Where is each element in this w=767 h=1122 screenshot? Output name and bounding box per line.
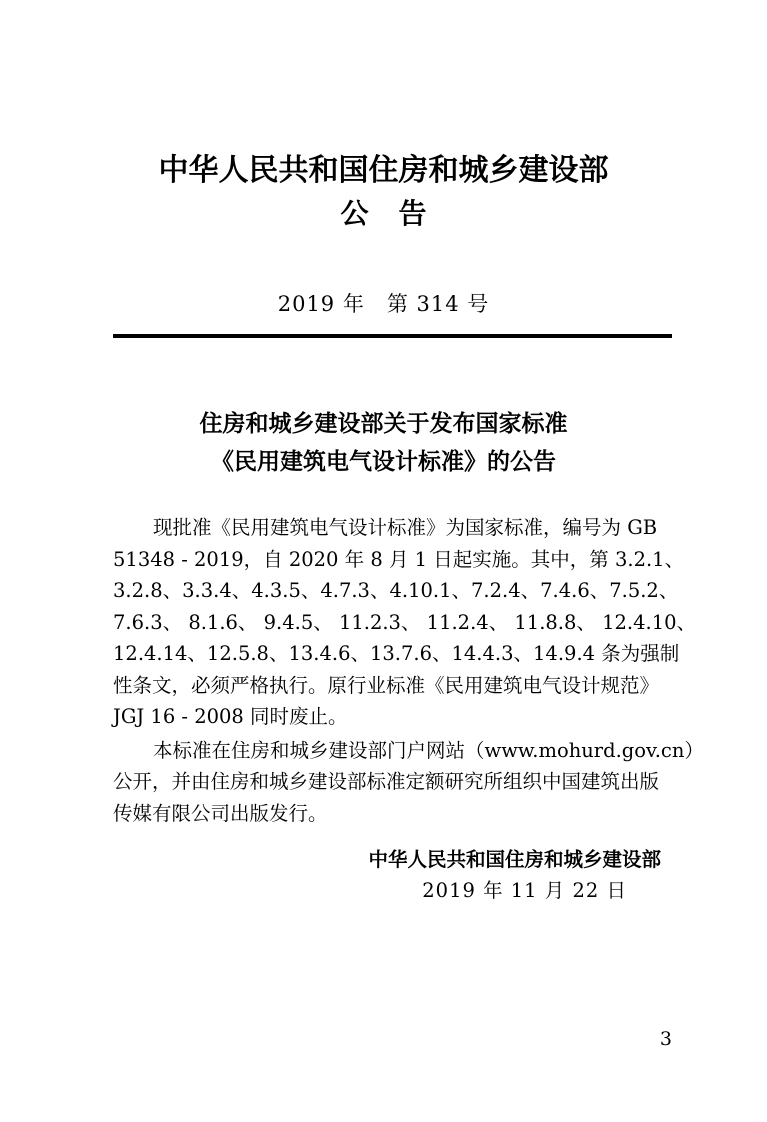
announcement-heading-line-1: 住房和城乡建设部关于发布国家标准 [199,411,568,437]
signature-organization: 中华人民共和国住房和城乡建设部 [368,848,661,871]
paragraph-approval-line-1: 现批准《民用建筑电气设计标准》为国家标准，编号为 GB [153,516,658,539]
paragraph-approval-line-6: 性条文，必须严格执行。原行业标准《民用建筑电气设计规范》 [113,673,660,697]
paragraph-publication-line-1: 本标准在住房和城乡建设部门户网站（www.mohurd.gov.cn） [153,738,704,762]
masthead [0,152,767,234]
paragraph-approval-line-7: JGJ 16 - 2008 同时废止。 [113,705,348,728]
paragraph-approval-line-3: 3.2.8、3.3.4、4.3.5、4.7.3、4.10.1、7.2.4、7.4.6、7.5.2、 [113,579,679,602]
paragraph-approval-line-2: 51348 - 2019，自 2020 年 8 月 1 日起实施。其中，第 3.2.1、 [113,547,685,571]
paragraph-approval-line-4: 7.6.3、 8.1.6、 9.4.5、 11.2.3、 11.2.4、 11.8.8、 12.4.10、 [113,610,697,634]
paragraph-publication-line-3: 传媒有限公司出版发行。 [113,801,328,825]
issue-number: 2019 年 第 314 号 [277,292,490,316]
ministry-title: 中华人民共和国住房和城乡建设部 [158,153,609,188]
signature-date: 2019 年 11 月 22 日 [422,879,627,902]
page-number: 3 [659,1028,672,1050]
announcement-heading-line-2: 《民用建筑电气设计标准》的公告 [211,449,556,475]
paragraph-approval-line-5: 12.4.14、12.5.8、13.4.6、13.7.6、14.4.3、14.9.4 条为强制 [113,642,680,665]
body-content [113,512,704,829]
signature-block [0,845,673,907]
document-type-title: 公告 [340,197,457,230]
paragraph-publication [113,735,704,830]
header-divider-rule [113,334,672,338]
paragraph-approval [113,512,697,733]
paragraph-publication-line-2: 公开，并由住房和城乡建设部标准定额研究所组织中国建筑出版 [113,770,660,793]
announcement-heading [0,405,767,481]
